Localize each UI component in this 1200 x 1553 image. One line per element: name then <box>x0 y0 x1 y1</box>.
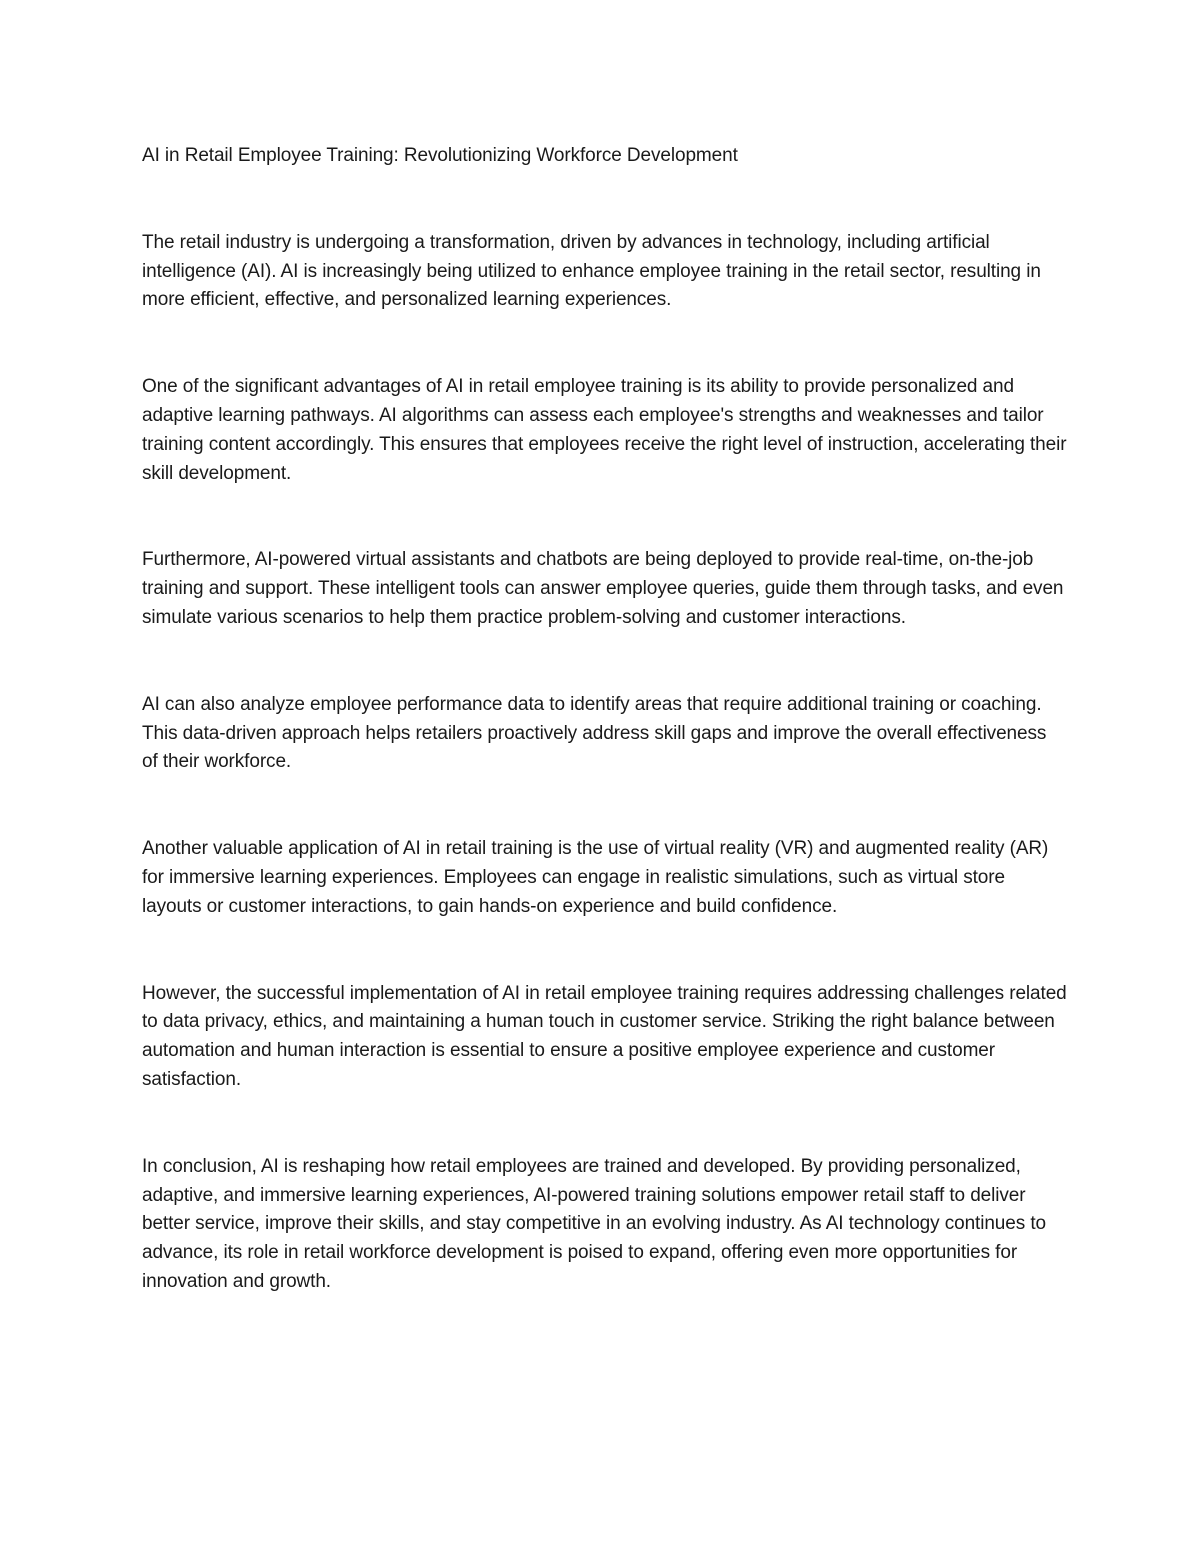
paragraph-virtual-assistants: Furthermore, AI-powered virtual assistants and chatbots are being deployed to provide real-time, on-the-job training and support. These intelligent tools can answer employee queries, guide them through tasks, and even simulate various scenarios to help them practice problem-solving and customer interactions. <box>142 549 1064 628</box>
paragraph-intro: The retail industry is undergoing a transformation, driven by advances in technology, including artificial intelligence (AI). AI is increasingly being utilized to enhance employee training in the retail sector, resulting in more efficient, effective, and personalized learning experiences. <box>142 231 1041 311</box>
paragraph-performance-analysis: AI can also analyze employee performance data to identify areas that require additional training or coaching. This data-driven approach helps retailers proactively address skill gaps and improve the overall effectiveness of their workforce. <box>142 693 1047 773</box>
document-body <box>142 142 1067 1355</box>
paragraph-conclusion: In conclusion, AI is reshaping how retail employees are trained and developed. By providing personalized, adaptive, and immersive learning experiences, AI-powered training solutions empower retail staff to deliver better service, improve their skills, and stay competitive in an evolving industry. As AI technology continues to advance, its role in retail workforce development is poised to expand, offering even more opportunities for innovation and growth. <box>142 1155 1046 1292</box>
document-title: AI in Retail Employee Training: Revolutionizing Workforce Development <box>142 145 738 166</box>
paragraph-challenges: However, the successful implementation of AI in retail employee training requires addressing challenges related to data privacy, ethics, and maintaining a human touch in customer service. Striking the right balance between automation and human interaction is essential to ensure a positive employee experience and customer satisfaction. <box>142 982 1067 1090</box>
paragraph-vr-ar: Another valuable application of AI in retail training is the use of virtual reality (VR) and augmented reality (AR) for immersive learning experiences. Employees can engage in realistic simulations, such as virtual store layouts or customer interactions, to gain hands-on experience and build confidence. <box>142 838 1049 917</box>
paragraph-personalized-learning: One of the significant advantages of AI in retail employee training is its ability to provide personalized and adaptive learning pathways. AI algorithms can assess each employee's strengths and weaknesses and tailor training content accordingly. This ensures that employees receive the right level of instruction, accelerating their skill development. <box>142 376 1067 484</box>
